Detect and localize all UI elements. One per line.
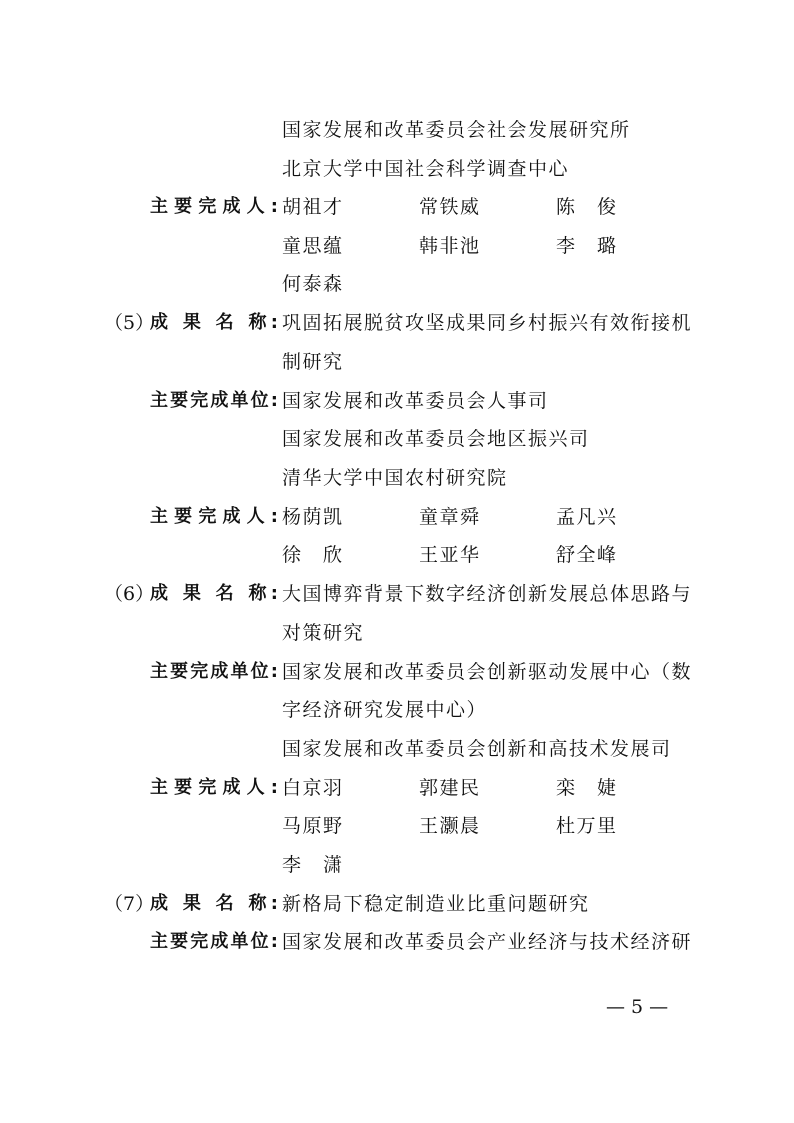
achievement-name-row: [0, 617, 794, 649]
unit-row: [0, 385, 794, 417]
person-name: 白京羽: [282, 777, 344, 799]
units-label: 主要完成单位:: [150, 390, 278, 411]
person-name: 舒全峰: [556, 544, 618, 566]
people-row: [0, 772, 794, 804]
person-name: 童思蕴: [282, 235, 344, 257]
person-name: 李 璐: [556, 235, 618, 257]
person-name: 郭建民: [419, 777, 481, 799]
name-label: 成 果 名 称:: [150, 312, 278, 333]
achievement-name: 巩固拓展脱贫攻坚成果同乡村振兴有效衔接机: [282, 312, 693, 334]
unit-text: 国家发展和改革委员会社会发展研究所: [282, 119, 631, 141]
people-row: [0, 230, 794, 262]
unit-text: 国家发展和改革委员会创新驱动发展中心（数: [282, 661, 693, 683]
people-label: 主要完成人:: [150, 196, 278, 217]
unit-row: [0, 462, 794, 494]
unit-text: 国家发展和改革委员会创新和高技术发展司: [282, 738, 672, 760]
name-label: 成 果 名 称:: [150, 893, 278, 914]
person-name: 王亚华: [419, 544, 481, 566]
person-name: 陈 俊: [556, 196, 618, 218]
unit-text: 国家发展和改革委员会产业经济与技术经济研: [282, 931, 693, 953]
unit-row: [0, 423, 794, 455]
item-number: （6）: [104, 583, 155, 605]
people-label: 主要完成人:: [150, 506, 278, 527]
person-name: 常铁威: [419, 196, 481, 218]
person-name: 李 潇: [282, 854, 344, 876]
person-name: 何泰森: [282, 273, 344, 295]
item-number: （7）: [104, 893, 155, 915]
achievement-name: 大国博弈背景下数字经济创新发展总体思路与: [282, 583, 693, 605]
person-name: 杜万里: [556, 815, 618, 837]
people-row: [0, 539, 794, 571]
achievement-name-row: [0, 307, 794, 339]
unit-text: 字经济研究发展中心）: [282, 699, 488, 721]
name-label: 成 果 名 称:: [150, 583, 278, 604]
people-row: [0, 268, 794, 300]
people-row: [0, 191, 794, 223]
achievement-name-row: [0, 346, 794, 378]
achievement-name: 新格局下稳定制造业比重问题研究: [282, 893, 590, 915]
item-number: （5）: [104, 312, 155, 334]
unit-row: [0, 733, 794, 765]
person-name: 孟凡兴: [556, 506, 618, 528]
units-label: 主要完成单位:: [150, 931, 278, 952]
person-name: 胡祖才: [282, 196, 344, 218]
person-name: 童章舜: [419, 506, 481, 528]
person-name: 杨荫凯: [282, 506, 344, 528]
people-row: [0, 810, 794, 842]
unit-text: 清华大学中国农村研究院: [282, 467, 508, 489]
achievement-name: 对策研究: [282, 622, 365, 644]
person-name: 徐 欣: [282, 544, 344, 566]
page-number: — 5 —: [606, 996, 669, 1018]
unit-text: 国家发展和改革委员会地区振兴司: [282, 428, 590, 450]
achievement-name: 制研究: [282, 351, 344, 373]
unit-row: [0, 926, 794, 958]
unit-line: [0, 153, 794, 185]
unit-line: [0, 114, 794, 146]
achievement-name-row: [0, 888, 794, 920]
people-row: [0, 849, 794, 881]
unit-row: [0, 694, 794, 726]
unit-row: [0, 656, 794, 688]
person-name: 马原野: [282, 815, 344, 837]
person-name: 王灏晨: [419, 815, 481, 837]
people-label: 主要完成人:: [150, 777, 278, 798]
person-name: 韩非池: [419, 235, 481, 257]
unit-text: 北京大学中国社会科学调查中心: [282, 158, 570, 180]
person-name: 栾 婕: [556, 777, 618, 799]
unit-text: 国家发展和改革委员会人事司: [282, 390, 549, 412]
achievement-name-row: [0, 578, 794, 610]
units-label: 主要完成单位:: [150, 661, 278, 682]
people-row: [0, 501, 794, 533]
